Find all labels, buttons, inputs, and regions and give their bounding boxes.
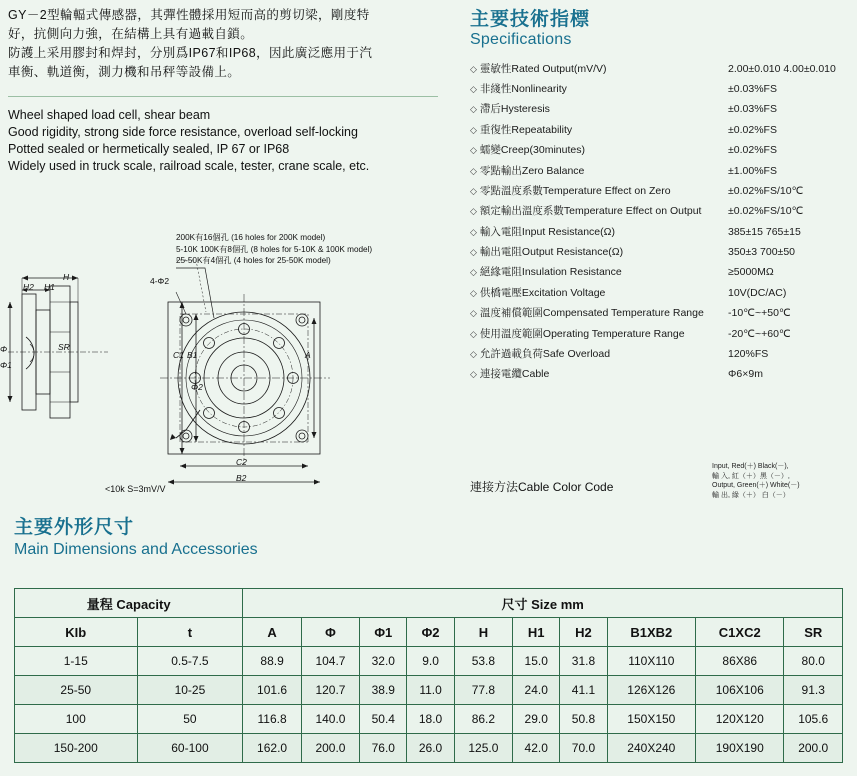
label-H2: H2 [23, 282, 34, 292]
spec-label-cell [470, 161, 728, 181]
spec-label: 非綫性Nonlinearity [479, 83, 567, 96]
spec-row [470, 181, 850, 201]
cable-code-line: Input, Red(＋) Black(－), [712, 463, 789, 470]
spec-label: 蠕變Creep(30minutes) [479, 144, 585, 157]
cell: 162.0 [243, 734, 301, 763]
col-header-a: A [243, 618, 301, 647]
spec-row [470, 100, 850, 120]
table-column-header-row [15, 618, 843, 647]
description-cn-line: 防護上采用膠封和焊封，分別爲IP67和IP68，因此廣泛應用于汽 [8, 46, 373, 60]
cell: 50 [137, 705, 243, 734]
dimensions-table [14, 588, 843, 763]
product-description [8, 6, 448, 175]
table-row [15, 676, 843, 705]
col-header-h1: H1 [513, 618, 560, 647]
spec-label-cell [470, 120, 728, 140]
cell: 77.8 [454, 676, 512, 705]
technical-drawing [0, 232, 460, 502]
spec-label: 絕緣電阻Insulation Resistance [479, 266, 622, 279]
spec-value: ±0.02%FS/10℃ [728, 184, 804, 197]
label-A: A [305, 350, 311, 360]
cell: 80.0 [784, 647, 843, 676]
spec-label: 連接電纜Cable [479, 368, 550, 381]
spec-label-cell [470, 283, 728, 303]
drawing-note-line: 5-10K 100K有8個孔 (8 holes for 5-10K & 100K model) [176, 244, 373, 254]
cell: 70.0 [560, 734, 607, 763]
cell: 10-25 [137, 676, 243, 705]
table-group-header-row [15, 589, 843, 618]
description-chinese [8, 6, 448, 82]
cell: 9.0 [407, 647, 454, 676]
diamond-bullet-icon: ◇ [470, 247, 477, 258]
col-header-sr: SR [784, 618, 843, 647]
spec-row [470, 304, 850, 324]
diamond-bullet-icon: ◇ [470, 206, 477, 217]
spec-row [470, 59, 850, 79]
spec-value: ≥5000MΩ [728, 266, 774, 279]
cell: 50.8 [560, 705, 607, 734]
spec-label-cell [470, 59, 728, 79]
cell: 0.5-7.5 [137, 647, 243, 676]
description-cn-line: 好，抗側向力強，在結構上具有過載自鎖。 [8, 27, 254, 41]
divider [8, 96, 438, 97]
spec-label: 滯后Hysteresis [479, 103, 550, 116]
diamond-bullet-icon: ◇ [470, 348, 477, 359]
spec-label-cell [470, 242, 728, 262]
label-B2: B2 [236, 473, 247, 483]
diamond-bullet-icon: ◇ [470, 226, 477, 237]
spec-label: 額定輸出溫度系數Temperature Effect on Output [479, 205, 702, 218]
spec-label-cell [470, 141, 728, 161]
diamond-bullet-icon: ◇ [470, 63, 477, 74]
spec-label: 靈敏性Rated Output(mV/V) [479, 62, 607, 75]
cell: 60-100 [137, 734, 243, 763]
spec-label: 零點溫度系數Temperature Effect on Zero [479, 184, 671, 197]
cell: 105.6 [784, 705, 843, 734]
spec-row [470, 283, 850, 303]
label-SR: SR [58, 342, 70, 352]
spec-table [470, 59, 850, 385]
spec-label: 供橋電壓Excitation Voltage [479, 286, 606, 299]
diamond-bullet-icon: ◇ [470, 145, 477, 156]
cell: 91.3 [784, 676, 843, 705]
spec-label: 使用溫度範圍Operating Temperature Range [479, 327, 685, 340]
header-size-group: 尺寸 Size mm [243, 589, 843, 618]
spec-value: -20℃~+60℃ [728, 327, 791, 340]
spec-value: ±0.02%FS [728, 123, 777, 136]
cell: 26.0 [407, 734, 454, 763]
cell: 120X120 [696, 705, 784, 734]
dimensions-title-cn: 主要外形尺寸 [14, 517, 135, 538]
dimensions-title-en: Main Dimensions and Accessories [14, 541, 258, 558]
cell: 126X126 [607, 676, 695, 705]
col-header-c1xc2: C1XC2 [696, 618, 784, 647]
description-en-line: Wheel shaped load cell, shear beam [8, 108, 211, 122]
diamond-bullet-icon: ◇ [470, 287, 477, 298]
cell: 190X190 [696, 734, 784, 763]
spec-value: 10V(DC/AC) [728, 286, 787, 299]
spec-row [470, 202, 850, 222]
spec-label-cell [470, 263, 728, 283]
description-cn-line: GY－2型輪輻式傳感器，其彈性體採用短而高的剪切梁，剛度特 [8, 8, 370, 22]
col-header-phi: Φ [301, 618, 359, 647]
cell: 140.0 [301, 705, 359, 734]
cell: 86X86 [696, 647, 784, 676]
cell: 240X240 [607, 734, 695, 763]
description-en-line: Good rigidity, strong side force resistance, overload self-locking [8, 125, 358, 139]
cell: 29.0 [513, 705, 560, 734]
spec-label: 允許過載負荷Safe Overload [479, 347, 611, 360]
cable-color-code-label: 連接方法Cable Color Code [470, 480, 614, 494]
diamond-bullet-icon: ◇ [470, 328, 477, 339]
cell: 38.9 [360, 676, 407, 705]
description-cn-line: 車衡、軌道衡，測力機和吊秤等設備上。 [8, 65, 241, 79]
cell: 53.8 [454, 647, 512, 676]
spec-value: ±0.03%FS [728, 103, 777, 116]
spec-value: -10℃~+50℃ [728, 307, 791, 320]
label-phi: Φ [0, 344, 8, 354]
spec-value: ±1.00%FS [728, 164, 777, 177]
spec-label: 溫度補償範圍Compensated Temperature Range [479, 307, 704, 320]
spec-label-cell [470, 222, 728, 242]
spec-label-cell [470, 304, 728, 324]
col-header-t: t [137, 618, 243, 647]
spec-title-cn: 主要技術指標 [470, 9, 591, 30]
spec-label: 輸出電阻Output Resistance(Ω) [479, 246, 624, 259]
label-phi2: Φ2 [191, 382, 203, 392]
cell: 18.0 [407, 705, 454, 734]
spec-value: ±0.02%FS [728, 144, 777, 157]
spec-label-cell [470, 365, 728, 385]
spec-value: 350±3 700±50 [728, 246, 795, 259]
cell: 15.0 [513, 647, 560, 676]
spec-value: ±0.02%FS/10℃ [728, 205, 804, 218]
spec-row [470, 263, 850, 283]
cell: 200.0 [784, 734, 843, 763]
cell: 42.0 [513, 734, 560, 763]
spec-label-cell [470, 324, 728, 344]
spec-row [470, 79, 850, 99]
cell: 110X110 [607, 647, 695, 676]
cell: 106X106 [696, 676, 784, 705]
header-capacity-group: 量程 Capacity [15, 589, 243, 618]
spec-label: 輸入電阻Input Resistance(Ω) [479, 225, 615, 238]
cell: 150-200 [15, 734, 138, 763]
label-C1: C1 [173, 350, 184, 360]
cable-color-code-legend [712, 462, 852, 500]
label-phi1: Φ1 [0, 360, 12, 370]
spec-value: Φ6×9m [728, 368, 763, 381]
spec-row [470, 222, 850, 242]
cell: 101.6 [243, 676, 301, 705]
col-header-klb: KIb [15, 618, 138, 647]
spec-label-cell [470, 202, 728, 222]
col-header-b1xb2: B1XB2 [607, 618, 695, 647]
spec-row [470, 324, 850, 344]
col-header-phi1: Φ1 [360, 618, 407, 647]
table-row [15, 705, 843, 734]
cell: 86.2 [454, 705, 512, 734]
diamond-bullet-icon: ◇ [470, 369, 477, 380]
spec-row [470, 242, 850, 262]
diamond-bullet-icon: ◇ [470, 165, 477, 176]
spec-label-cell [470, 181, 728, 201]
spec-label: 零點輸出Zero Balance [479, 164, 585, 177]
spec-label-cell [470, 100, 728, 120]
cell: 32.0 [360, 647, 407, 676]
label-hole-dia: 4-Φ2 [150, 276, 170, 286]
spec-value: ±0.03%FS [728, 83, 777, 96]
cell: 200.0 [301, 734, 359, 763]
spec-value: 2.00±0.010 4.00±0.010 [728, 62, 836, 75]
spec-label-cell [470, 79, 728, 99]
cell: 116.8 [243, 705, 301, 734]
specifications-section [470, 4, 850, 385]
dimensions-table-wrapper [14, 588, 843, 763]
cell: 76.0 [360, 734, 407, 763]
diamond-bullet-icon: ◇ [470, 104, 477, 115]
diamond-bullet-icon: ◇ [470, 308, 477, 319]
spec-value: 385±15 765±15 [728, 225, 801, 238]
diamond-bullet-icon: ◇ [470, 185, 477, 196]
label-B1: B1 [187, 350, 198, 360]
spec-value: 120%FS [728, 347, 769, 360]
cell: 50.4 [360, 705, 407, 734]
col-header-phi2: Φ2 [407, 618, 454, 647]
cell: 41.1 [560, 676, 607, 705]
cell: 104.7 [301, 647, 359, 676]
spec-row [470, 141, 850, 161]
cable-code-line: 輸 入, 紅（＋）黑（－）, [712, 472, 790, 480]
cell: 31.8 [560, 647, 607, 676]
cell: 150X150 [607, 705, 695, 734]
spec-label-cell [470, 344, 728, 364]
cell: 24.0 [513, 676, 560, 705]
drawing-note-line: 25-50K有4個孔 (4 holes for 25-50K model) [176, 256, 331, 265]
label-C2: C2 [236, 457, 247, 467]
label-H: H [63, 272, 70, 282]
spec-row [470, 344, 850, 364]
cable-code-line: Output, Green(＋) White(－) [712, 482, 800, 489]
cell: 25-50 [15, 676, 138, 705]
spec-row [470, 120, 850, 140]
diamond-bullet-icon: ◇ [470, 267, 477, 278]
col-header-h2: H2 [560, 618, 607, 647]
cell: 1-15 [15, 647, 138, 676]
description-english [8, 107, 448, 175]
spec-row [470, 161, 850, 181]
cable-code-line: 輸 出, 綠（＋） 白（－） [712, 491, 790, 499]
description-en-line: Widely used in truck scale, railroad scale, tester, crane scale, etc. [8, 159, 370, 173]
spec-label: 重復性Repeatability [479, 123, 573, 136]
spec-row [470, 365, 850, 385]
table-row [15, 647, 843, 676]
spec-title-en: Specifications [470, 31, 572, 48]
col-header-h: H [454, 618, 512, 647]
cell: 120.7 [301, 676, 359, 705]
cell: 125.0 [454, 734, 512, 763]
label-H1: H1 [44, 282, 55, 292]
cell: 88.9 [243, 647, 301, 676]
drawing-note-line: 200K有16個孔 (16 holes for 200K model) [176, 233, 326, 242]
drawing-hole-notes [176, 232, 372, 267]
sensitivity-note: <10k S=3mV/V [105, 484, 166, 494]
dimensions-section-heading [14, 512, 258, 559]
table-row [15, 734, 843, 763]
description-en-line: Potted sealed or hermetically sealed, IP 67 or IP68 [8, 142, 290, 156]
cell: 100 [15, 705, 138, 734]
cell: 11.0 [407, 676, 454, 705]
diamond-bullet-icon: ◇ [470, 124, 477, 135]
diamond-bullet-icon: ◇ [470, 84, 477, 95]
